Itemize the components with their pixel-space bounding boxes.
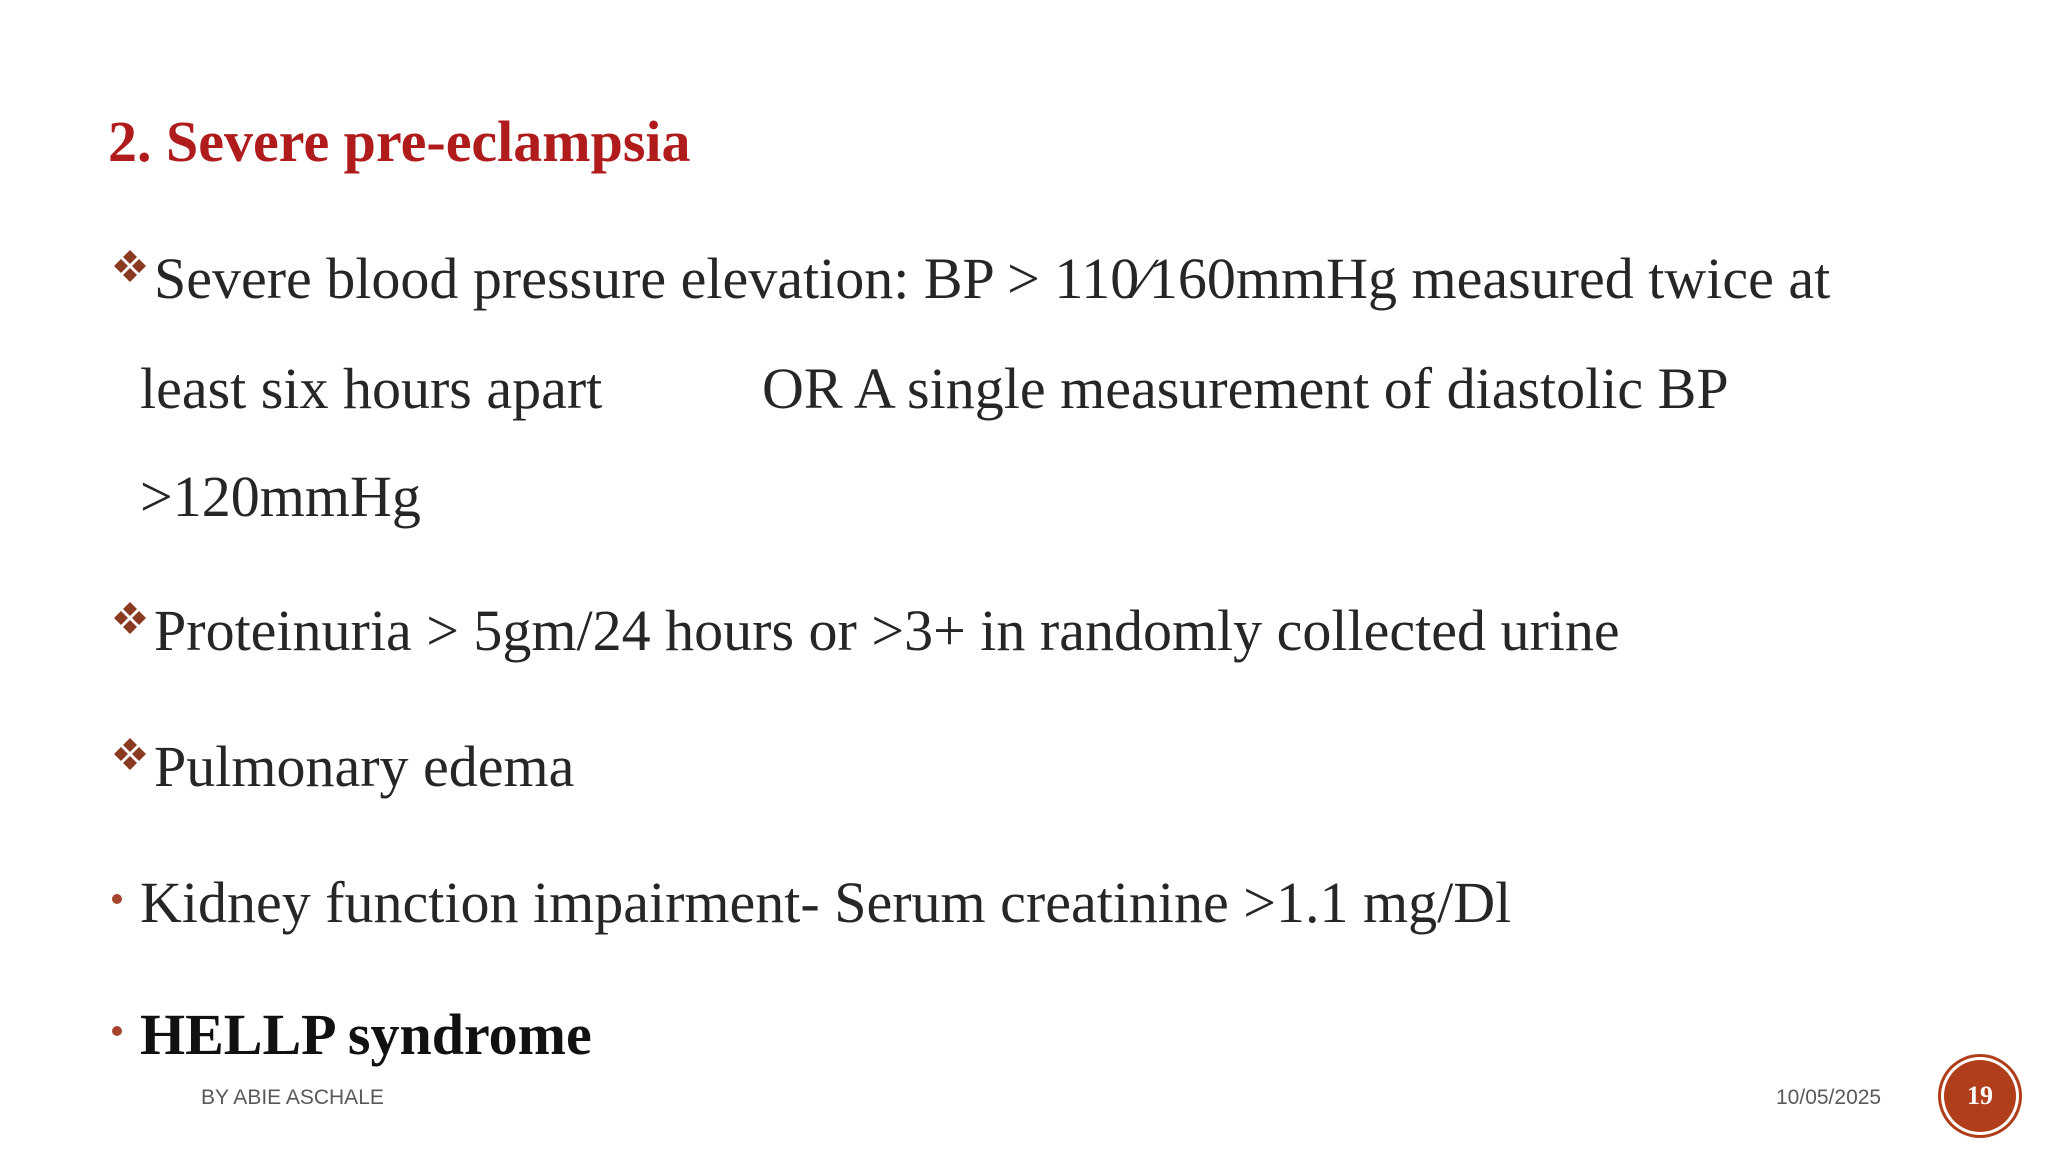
page-number-badge xyxy=(1944,1060,2016,1132)
four-diamond-icon xyxy=(110,248,150,288)
bullet-dot-icon xyxy=(112,1026,122,1036)
bullet-hellp-syndrome: HELLP syndrome xyxy=(140,1002,592,1067)
bullet-bp-line3: >120mmHg xyxy=(140,464,421,529)
bullet-kidney-function: Kidney function impairment- Serum creatinine >1.1 mg/Dl xyxy=(140,870,1512,935)
four-diamond-icon xyxy=(110,736,150,776)
bullet-pulmonary-edema: Pulmonary edema xyxy=(154,734,575,799)
footer-date: 10/05/2025 xyxy=(1776,1086,1882,1109)
bullet-bp-line2a: least six hours apart xyxy=(140,356,603,421)
bullet-dot-icon xyxy=(112,894,122,904)
bullet-bp-line1: Severe blood pressure elevation: BP > 110⁄160mmHg measured twice at xyxy=(154,246,1831,311)
page-number: 19 xyxy=(1967,1081,1993,1110)
bullet-bp-line2b: OR A single measurement of diastolic BP xyxy=(762,356,1729,421)
slide-title: 2. Severe pre-eclampsia xyxy=(108,109,691,174)
bullet-proteinuria: Proteinuria > 5gm/24 hours or >3+ in randomly collected urine xyxy=(154,598,1620,663)
footer-author: BY ABIE ASCHALE xyxy=(201,1086,384,1109)
four-diamond-icon xyxy=(110,600,150,640)
